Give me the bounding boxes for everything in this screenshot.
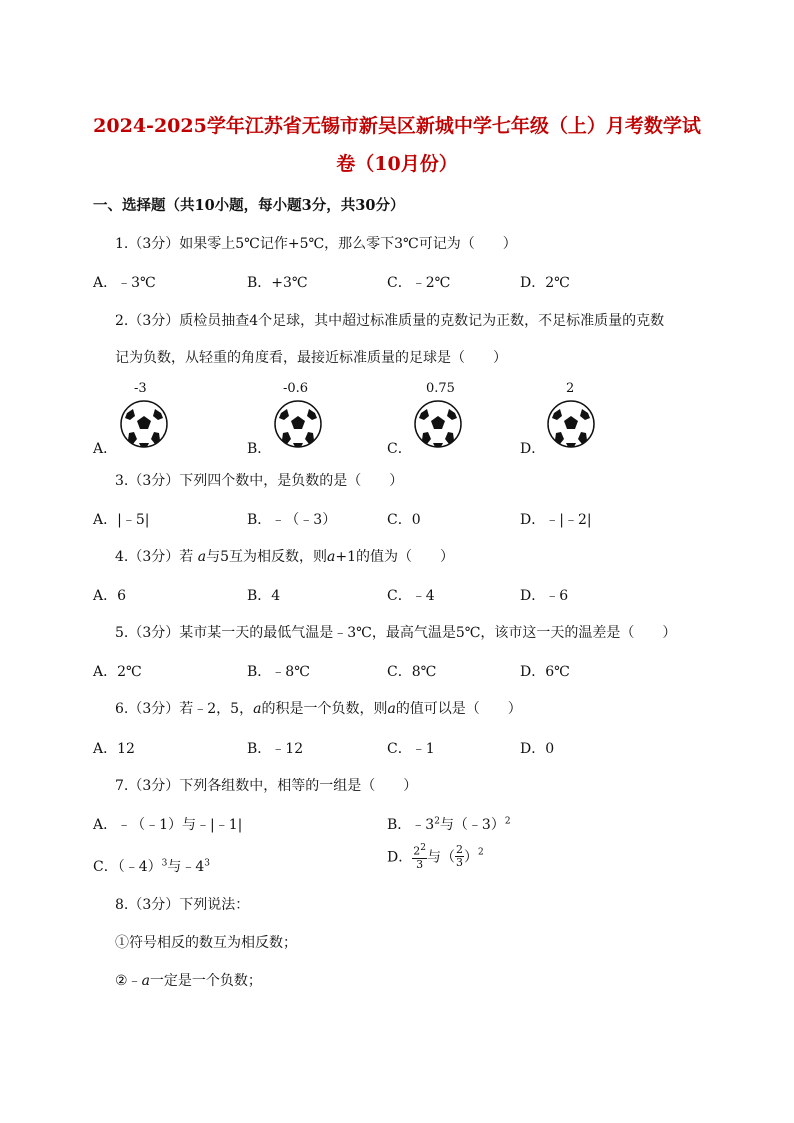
q8-statement-2: ②﹣a一定是一个负数； [115,973,262,989]
question-1-stem: 1.（3分）如果零上5℃记作+5℃，那么零下3℃可记为（ ） [115,236,517,252]
ball-a-value: -3 [134,381,147,396]
ball-d-value: 2 [566,381,575,396]
q8-statement-1: ①符号相反的数互为相反数； [115,935,297,951]
q4-option-d: D．﹣6 [520,588,569,604]
fraction-2sq-over-3: $\frac{2^2}{3}$ [413,843,426,871]
question-7-stem: 7.（3分）下列各组数中，相等的一组是（ ） [115,778,418,794]
fraction-2-over-3: $\frac{2}{3}$ [455,842,463,869]
ball-b-value: -0.6 [283,381,309,396]
section-heading: 一、选择题（共10小题，每小题3分，共30分） [93,197,405,214]
q4-option-b: B．4 [247,588,281,604]
q2-option-b: B． [247,441,272,457]
q2-option-d: D． [520,441,546,457]
soccer-ball-b-icon [273,399,323,449]
question-6-stem: 6.（3分）若﹣2，5，a的积是一个负数，则a的值可以是（ ） [115,701,522,717]
paper-title-line1: 2024-2025学年江苏省无锡市新吴区新城中学七年级（上）月考数学试 [93,115,701,137]
q1-option-d: D．2℃ [520,275,570,291]
q6-option-b: B．﹣12 [247,741,304,757]
question-4-stem: 4.（3分）若 a与5互为相反数，则a+1的值为（ ） [115,549,454,565]
q3-option-c: C．0 [387,512,421,528]
q5-option-d: D．6℃ [520,664,570,680]
q7-option-c: C．（﹣4）$^3$与$﹣4^3$ [93,858,211,875]
q7-option-b: B．$﹣3^2$与（﹣3）$^2$ [387,816,511,833]
q2-option-c: C． [387,441,412,457]
q6-option-a: A．12 [93,741,135,757]
q1-option-c: C．﹣2℃ [387,275,451,291]
q4-option-c: C．﹣4 [387,588,435,604]
q3-option-a: A．|﹣5| [93,512,150,528]
paper-title-line2: 卷（10月份） [336,153,458,175]
q4-option-a: A．6 [93,588,127,604]
question-8-stem: 8.（3分）下列说法： [115,897,250,913]
ball-c-value: 0.75 [426,381,455,396]
q2-option-a: A． [93,441,118,457]
question-2-stem-line2: 记为负数，从轻重的角度看，最接近标准质量的足球是（ ） [115,350,507,366]
question-3-stem: 3.（3分）下列四个数中，是负数的是（ ） [115,473,404,489]
q5-option-a: A．2℃ [93,664,142,680]
soccer-ball-d-icon [546,399,596,449]
question-2-stem-line1: 2.（3分）质检员抽查4个足球，其中超过标准质量的克数记为正数，不足标准质量的克数 [115,313,665,329]
q3-option-d: D．﹣|﹣2| [520,512,592,528]
soccer-ball-c-icon [413,399,463,449]
q1-option-a: A．﹣3℃ [93,275,156,291]
q7-option-a: A．﹣（﹣1）与﹣|﹣1| [93,817,243,833]
question-5-stem: 5.（3分）某市某一天的最低气温是﹣3℃，最高气温是5℃，该市这一天的温差是（ ） [115,625,677,641]
soccer-ball-a-icon [119,399,169,449]
q6-option-c: C．﹣1 [387,741,435,757]
q6-option-d: D．0 [520,741,555,757]
q5-option-c: C．8℃ [387,664,437,680]
q1-option-b: B．+3℃ [247,275,308,291]
q5-option-b: B．﹣8℃ [247,664,310,680]
q7-option-d: D． $\frac{2^2}{3}$ 与（ $\frac{2}{3}$ ）$^2$ [387,842,484,871]
q3-option-b: B．﹣（﹣3） [247,512,337,528]
